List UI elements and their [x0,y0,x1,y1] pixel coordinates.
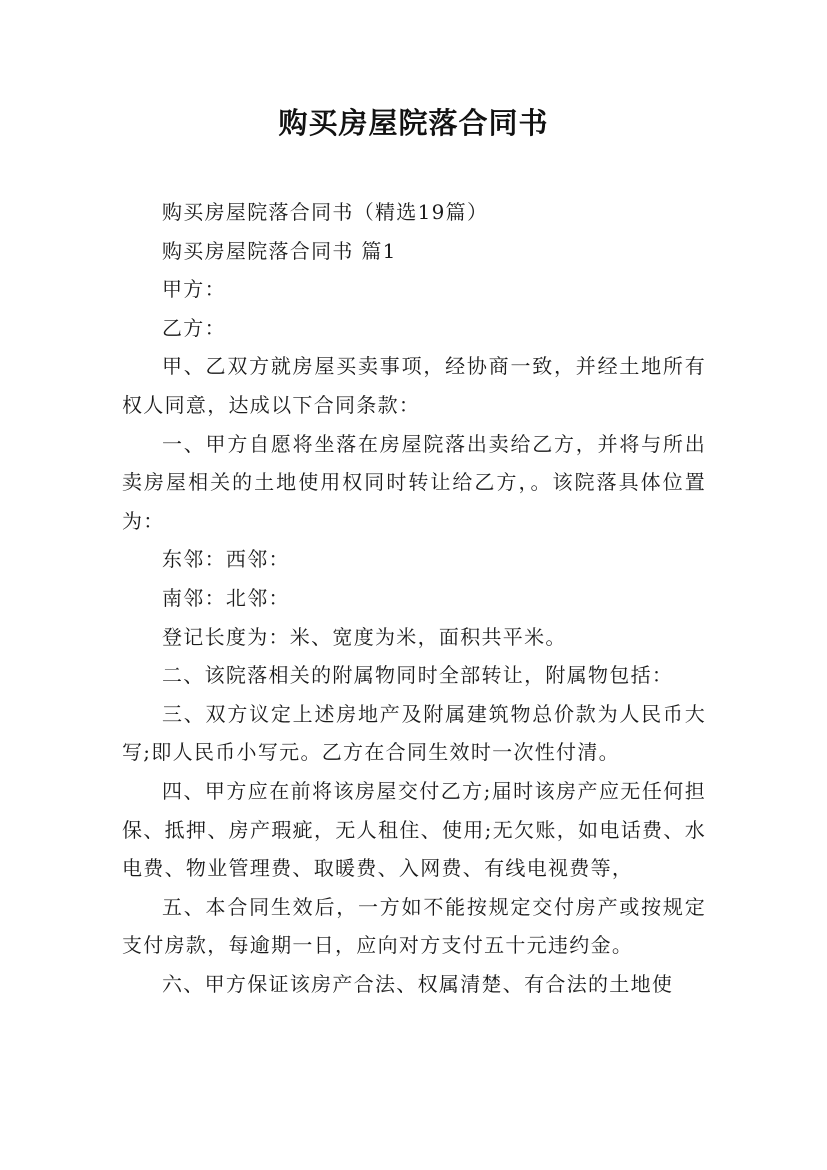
paragraph-clause-4: 四、甲方应在前将该房屋交付乙方;届时该房产应无任何担保、抵押、房产瑕疵，无人租住、使用;无欠账，如电话费、水电费、物业管理费、取暖费、入网费、有线电视费等， [122,778,706,881]
paragraph-subtitle: 购买房屋院落合同书（精选19篇） [162,200,489,224]
paragraph-section-heading: 购买房屋院落合同书 篇1 [162,238,397,263]
paragraph-preamble: 甲、乙双方就房屋买卖事项，经协商一致，并经土地所有权人同意，达成以下合同条款： [122,354,706,417]
paragraph-party-b: 乙方： [162,315,226,340]
paragraph-clause-1: 一、甲方自愿将坐落在房屋院落出卖给乙方，并将与所出卖房屋相关的土地使用权同时转让给乙方，。该院落具体位置为： [122,431,706,533]
paragraph-clause-2: 二、该院落相关的附属物同时全部转让，附属物包括： [162,663,674,688]
paragraph-clause-3: 三、双方议定上述房地产及附属建筑物总价款为人民币大写;即人民币小写元。乙方在合同生效时一次性付清。 [122,701,706,765]
paragraph-clause-5: 五、本合同生效后，一方如不能按规定交付房产或按规定支付房款，每逾期一日，应向对方支付五十元违约金。 [122,894,706,958]
paragraph-dimensions: 登记长度为：米、宽度为米，面积共平米。 [162,624,567,649]
paragraph-east-west-neighbors: 东邻：西邻： [162,547,290,572]
paragraph-clause-6: 六、甲方保证该房产合法、权属清楚、有合法的土地使 [162,971,674,996]
paragraph-south-north-neighbors: 南邻：北邻： [162,585,290,610]
document-title: 购买房屋院落合同书 [278,106,549,140]
document-body [122,193,706,1003]
paragraph-party-a: 甲方： [162,277,226,302]
